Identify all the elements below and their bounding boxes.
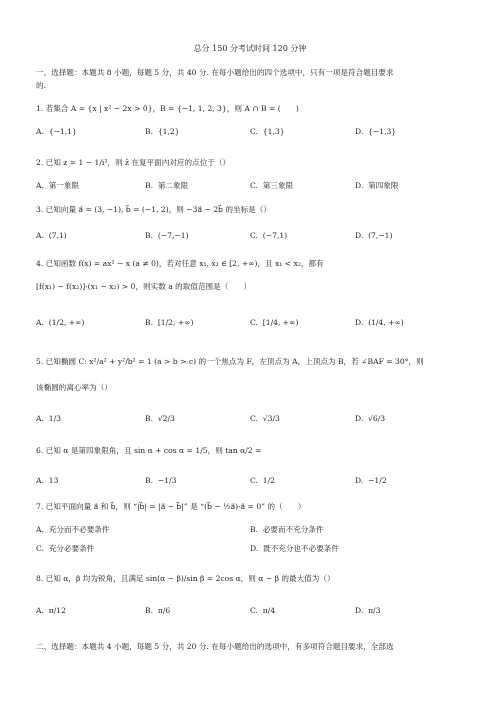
q4-option-b: B. [1/2, +∞): [145, 318, 194, 327]
q2-option-b: B. 第二象限: [145, 181, 189, 190]
question-1-stem: 1. 若集合 A = {x | x² − 2x > 0}，B = {−1, 1, 2, 3}，则 A ∩ B = ( ): [36, 104, 299, 113]
q4-option-c: C. [1/4, +∞): [250, 318, 299, 327]
section2-title: 二、选择题：本题共 4 小题，每题 5 分，共 20 分. 在每小题给出的选项中，有多项符合题目要求，全部选: [36, 642, 394, 651]
q7-option-b: B. 必要而不充分条件: [250, 525, 324, 534]
q3-option-a: A. (7,1): [36, 231, 67, 240]
q8-option-c: C. π/4: [250, 606, 276, 615]
q2-option-a: A. 第一象限: [36, 181, 80, 190]
q6-option-d: D. −1/2: [355, 476, 387, 485]
section1-title: 一、选择题：本题共 8 小题，每题 5 分，共 40 分. 在每小题给出的四个选项中，只有一项是符合题目要求: [36, 68, 394, 77]
q5-option-d: D. √6/3: [355, 414, 386, 423]
question-4-stem-cont: [f(x₁) − f(x₂)]·(x₁ − x₂) > 0，则实数 a 的取值范围是（ ）: [36, 282, 252, 291]
q8-option-a: A. π/12: [36, 606, 66, 615]
q1-option-a: A. {−1,1}: [36, 127, 77, 136]
q1-option-d: D. {−1,3}: [355, 127, 397, 136]
question-5-stem: 5. 已知椭圆 C: x²/a² + y²/b² = 1 (a > b > c) 的一个焦点为 F，左顶点为 A，上顶点为 B，若 ∠BAF = 30°，则: [36, 357, 424, 366]
question-6-stem: 6. 已知 α 是第四象限角，且 sin α + cos α = 1/5，则 tan α/2 =: [36, 446, 262, 455]
q8-option-d: D. π/3: [355, 606, 381, 615]
q1-option-c: C. {1,3}: [250, 127, 285, 136]
q7-option-c: C. 充分必要条件: [36, 544, 95, 553]
q6-option-c: C. 1/2: [250, 476, 276, 485]
q2-option-d: D. 第四象限: [355, 181, 399, 190]
q4-option-d: D. (1/4, +∞): [355, 318, 404, 327]
q5-option-c: C. √3/3: [250, 414, 280, 423]
section1-title-cont: 的.: [36, 81, 47, 90]
question-3-stem: 3. 已知向量 a⃗ = (3, −1), b⃗ = (−1, 2)，则 −3a⃗ − 2b⃗ 的坐标是（）: [36, 205, 271, 214]
question-4-stem: 4. 已知函数 f(x) = ax² − x (a ≠ 0)，若对任意 x₁, x₂ ∈ [2, +∞)，且 x₁ < x₂，都有: [36, 259, 324, 268]
question-5-stem-cont: 该椭圆的离心率为（）: [36, 383, 112, 392]
q5-option-b: B. √2/3: [145, 414, 175, 423]
q3-option-b: B. (−7,−1): [145, 231, 189, 240]
q6-option-a: A. 13: [36, 476, 59, 485]
question-7-stem: 7. 已知平面向量 a⃗ 和 b⃗，则 “|b⃗| = |a⃗ − b⃗|” 是 “(b⃗ − ½a⃗)·a⃗ = 0” 的（ ）: [36, 502, 306, 511]
q3-option-d: D. (7,−1): [355, 231, 393, 240]
q7-option-d: D. 既不充分也不必要条件: [250, 544, 339, 553]
exam-header: 总分 150 分考试时间 120 分钟: [193, 44, 307, 53]
question-8-stem: 8. 已知 α，β 均为锐角，且满足 sin(α − β)/sin β = 2cos α，则 α − β 的最大值为（）: [36, 574, 335, 583]
q6-option-b: B. −1/3: [145, 476, 177, 485]
q4-option-a: A. (1/2, +∞): [36, 318, 85, 327]
q7-option-a: A. 充分而不必要条件: [36, 525, 110, 534]
q8-option-b: B. π/6: [145, 606, 171, 615]
q1-option-b: B. {1,2}: [145, 127, 180, 136]
q5-option-a: A. 1/3: [36, 414, 61, 423]
q2-option-c: C. 第三象限: [250, 181, 294, 190]
question-2-stem: 2. 已知 z = 1 − 1/i³，则 z̄ 在复平面内对应的点位于（）: [36, 158, 231, 167]
q3-option-c: C. (−7,1): [250, 231, 288, 240]
